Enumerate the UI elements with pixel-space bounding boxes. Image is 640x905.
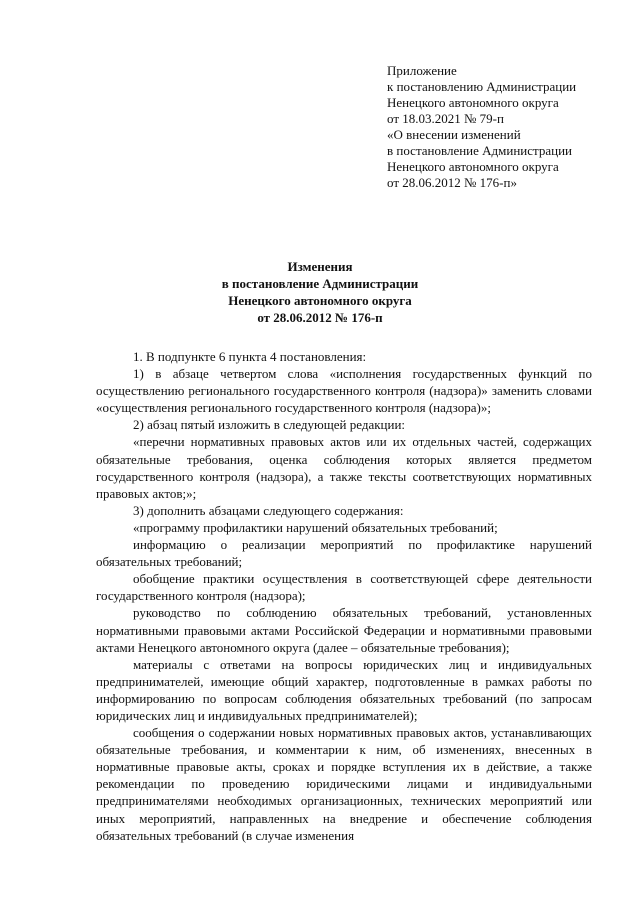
appendix-line: Ненецкого автономного округа bbox=[387, 159, 559, 174]
body-paragraph: «программу профилактики нарушений обязательных требований; bbox=[133, 519, 498, 535]
body-paragraph: 1. В подпункте 6 пункта 4 постановления: bbox=[133, 349, 367, 364]
appendix-line: Приложение bbox=[387, 63, 457, 78]
appendix-line: к постановлению Администрации bbox=[387, 79, 577, 94]
body-paragraph: 2) абзац пятый изложить в следующей редакции: bbox=[133, 417, 406, 433]
body-paragraph: обобщение практики осуществления в соответствующей сфере деятельности государственного контроля (надзора); bbox=[96, 571, 592, 604]
title-line: Ненецкого автономного округа bbox=[228, 293, 412, 308]
body-paragraph: информацию о реализации мероприятий по профилактике нарушений обязательных требований; bbox=[96, 537, 592, 570]
body-paragraph: руководство по соблюдению обязательных требований, установленных нормативными правовыми актами Российской Федерации и нормативными правовыми актами Ненецкого автономного округа (далее – обязательные требования); bbox=[96, 605, 592, 655]
appendix-line: в постановление Администрации bbox=[387, 143, 573, 158]
appendix-header bbox=[387, 63, 627, 191]
body-paragraph: сообщения о содержании новых нормативных правовых актов, устанавливающих обязательные требования, и комментарии к ним, об изменениях, внесенных в нормативные правовые акты, сроках и порядке вступления их в действие, а также рекомендации по проведению юридическими лицами и индивидуальными предпринимателями необходимых организационных, технических мероприятий или иных мероприятий, направленных на внедрение и обеспечение соблюдения обязательных требований (в случае изменения bbox=[96, 725, 592, 843]
body-paragraph: 3) дополнить абзацами следующего содержания: bbox=[133, 502, 404, 518]
appendix-line: Ненецкого автономного округа bbox=[387, 95, 559, 110]
body-paragraph: «перечни нормативных правовых актов или их отдельных частей, содержащих обязательные требования, оценка соблюдения которых является предметом государственного контроля (надзора), а также тексты соответствующих нормативных правовых актов;»; bbox=[96, 434, 592, 501]
appendix-line: от 28.06.2012 № 176-п» bbox=[387, 175, 517, 190]
body-paragraph: материалы с ответами на вопросы юридических лиц и индивидуальных предпринимателей, имеющие общий характер, подготовленные в рамках работы по информированию по вопросам соблюдения обязательных требований (по запросам юридических лиц и индивидуальных предпринимателей); bbox=[96, 656, 592, 723]
document-body bbox=[96, 348, 592, 844]
body-paragraph: 1) в абзаце четвертом слова «исполнения государственных функций по осуществлению регионального государственного контроля (надзора)» заменить словами «осуществления регионального государственного контроля (надзора)»; bbox=[96, 366, 592, 416]
title-line: в постановление Администрации bbox=[221, 276, 419, 291]
appendix-line: от 18.03.2021 № 79-п bbox=[387, 111, 504, 126]
document-title bbox=[100, 258, 540, 326]
title-line: Изменения bbox=[287, 259, 353, 274]
title-line: от 28.06.2012 № 176-п bbox=[257, 310, 383, 325]
appendix-line: «О внесении изменений bbox=[387, 127, 521, 142]
